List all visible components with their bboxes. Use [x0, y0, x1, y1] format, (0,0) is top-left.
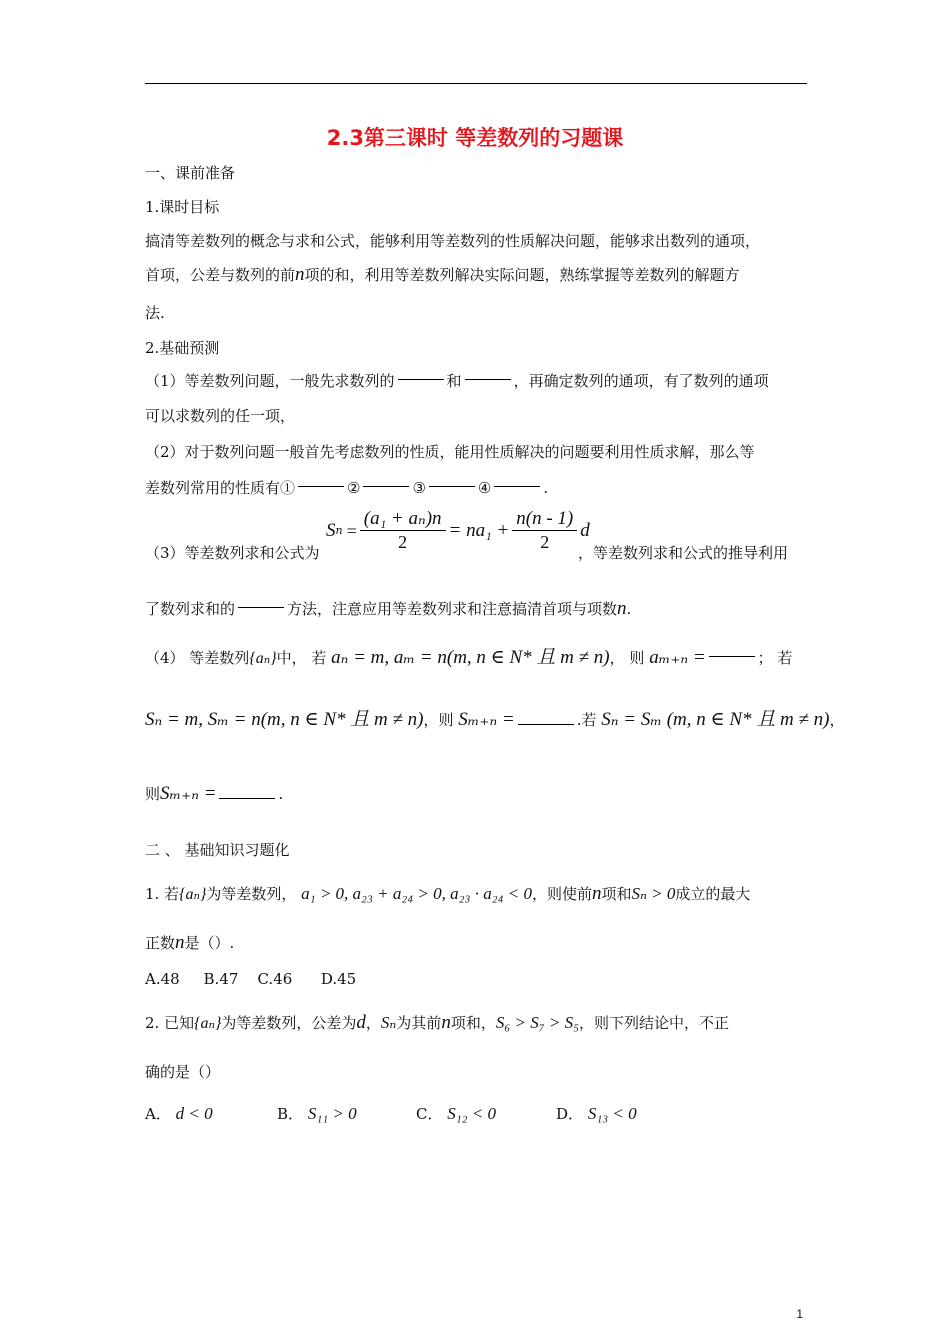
question-1-line-2: 正数n是（）. — [145, 932, 235, 953]
item-4-line-3: 则Sₘ₊ₙ = . — [145, 783, 284, 804]
subheading-goals: 1.课时目标 — [145, 198, 220, 216]
answer-blank — [465, 379, 511, 380]
option-d: D． S₁₃ < 0 — [556, 1104, 637, 1123]
question-2-line-1: 2. 已知{aₙ}为等差数列，公差为d，Sₙ为其前n项和，S₆ > S₇ > S₅，则下列结论中，不正 — [145, 1012, 730, 1033]
option-b: B． S₁₁ > 0 — [277, 1104, 357, 1123]
item-3-tail: ，等差数列求和公式的推导利用 — [578, 544, 789, 562]
header-rule — [145, 83, 807, 84]
item-2-line-2: 差数列常用的性质有① ② ③ ④ . — [145, 479, 549, 497]
item-1-line-1: （1）等差数列问题，一般先求数列的 和 ，再确定数列的通项，有了数列的通项 — [145, 372, 769, 390]
item-2-line-1: （2）对于数列问题一般首先考虑数列的性质，能用性质解决的问题要利用性质求解，那么等 — [145, 443, 755, 461]
section-heading-1: 一、课前准备 — [145, 164, 236, 182]
question-2-line-2: 确的是（） — [145, 1063, 221, 1081]
item-1-line-2: 可以求数列的任一项， — [145, 407, 296, 425]
section-heading-2: 二 、 基础知识习题化 — [145, 841, 290, 859]
page-number: 1 — [796, 1307, 803, 1321]
option-c: C． S₁₂ < 0 — [416, 1104, 497, 1123]
question-1-line-1: 1. 若{aₙ}为等差数列， a₁ > 0, a₂₃ + a₂₄ > 0, a₂₃ · a₂₄ < 0，则使前n项和Sₙ > 0成立的最大 — [145, 883, 751, 904]
item-3-line-2: 了数列求和的 方法，注意应用等差数列求和注意搞清首项与项数n. — [145, 598, 632, 619]
subheading-preview: 2.基础预测 — [145, 339, 220, 357]
item-4-line-1: （4） 等差数列{aₙ}中， 若 aₙ = m, aₘ = n(m, n ∈ N* 且 m ≠ n)， 则 aₘ₊ₙ = ； 若 — [145, 647, 793, 668]
item-4-line-2: Sₙ = m, Sₘ = n(m, n ∈ N* 且 m ≠ n)，则 Sₘ₊ₙ = .若 Sₙ = Sₘ (m, n ∈ N* 且 m ≠ n)， — [145, 709, 845, 730]
item-3-label: （3）等差数列求和公式为 — [145, 544, 320, 562]
option-a: A． d < 0 — [145, 1104, 213, 1123]
answer-blank — [398, 379, 444, 380]
goal-line-3: 法. — [145, 304, 165, 322]
question-1-options: A.48 B.47 C.46 D.45 — [145, 970, 357, 988]
goal-line-1: 搞清等差数列的概念与求和公式，能够利用等差数列的性质解决问题，能够求出数列的通项， — [145, 232, 761, 250]
condition-math: aₙ = m, aₘ = n(m, n ∈ N* 且 m ≠ n) — [331, 647, 610, 668]
page-title: 2.3第三课时 等差数列的习题课 — [326, 126, 624, 150]
goal-line-2: 首项，公差与数列的前n项的和，利用等差数列解决实际问题，熟练掌握等差数列的解题方 — [145, 264, 740, 285]
sum-formula: S n = $\frac{\text{(a₁ + aₙ)n}}{2}$ = na₁ + $\frac{n(n - 1)}{2}$ d — [326, 508, 590, 552]
